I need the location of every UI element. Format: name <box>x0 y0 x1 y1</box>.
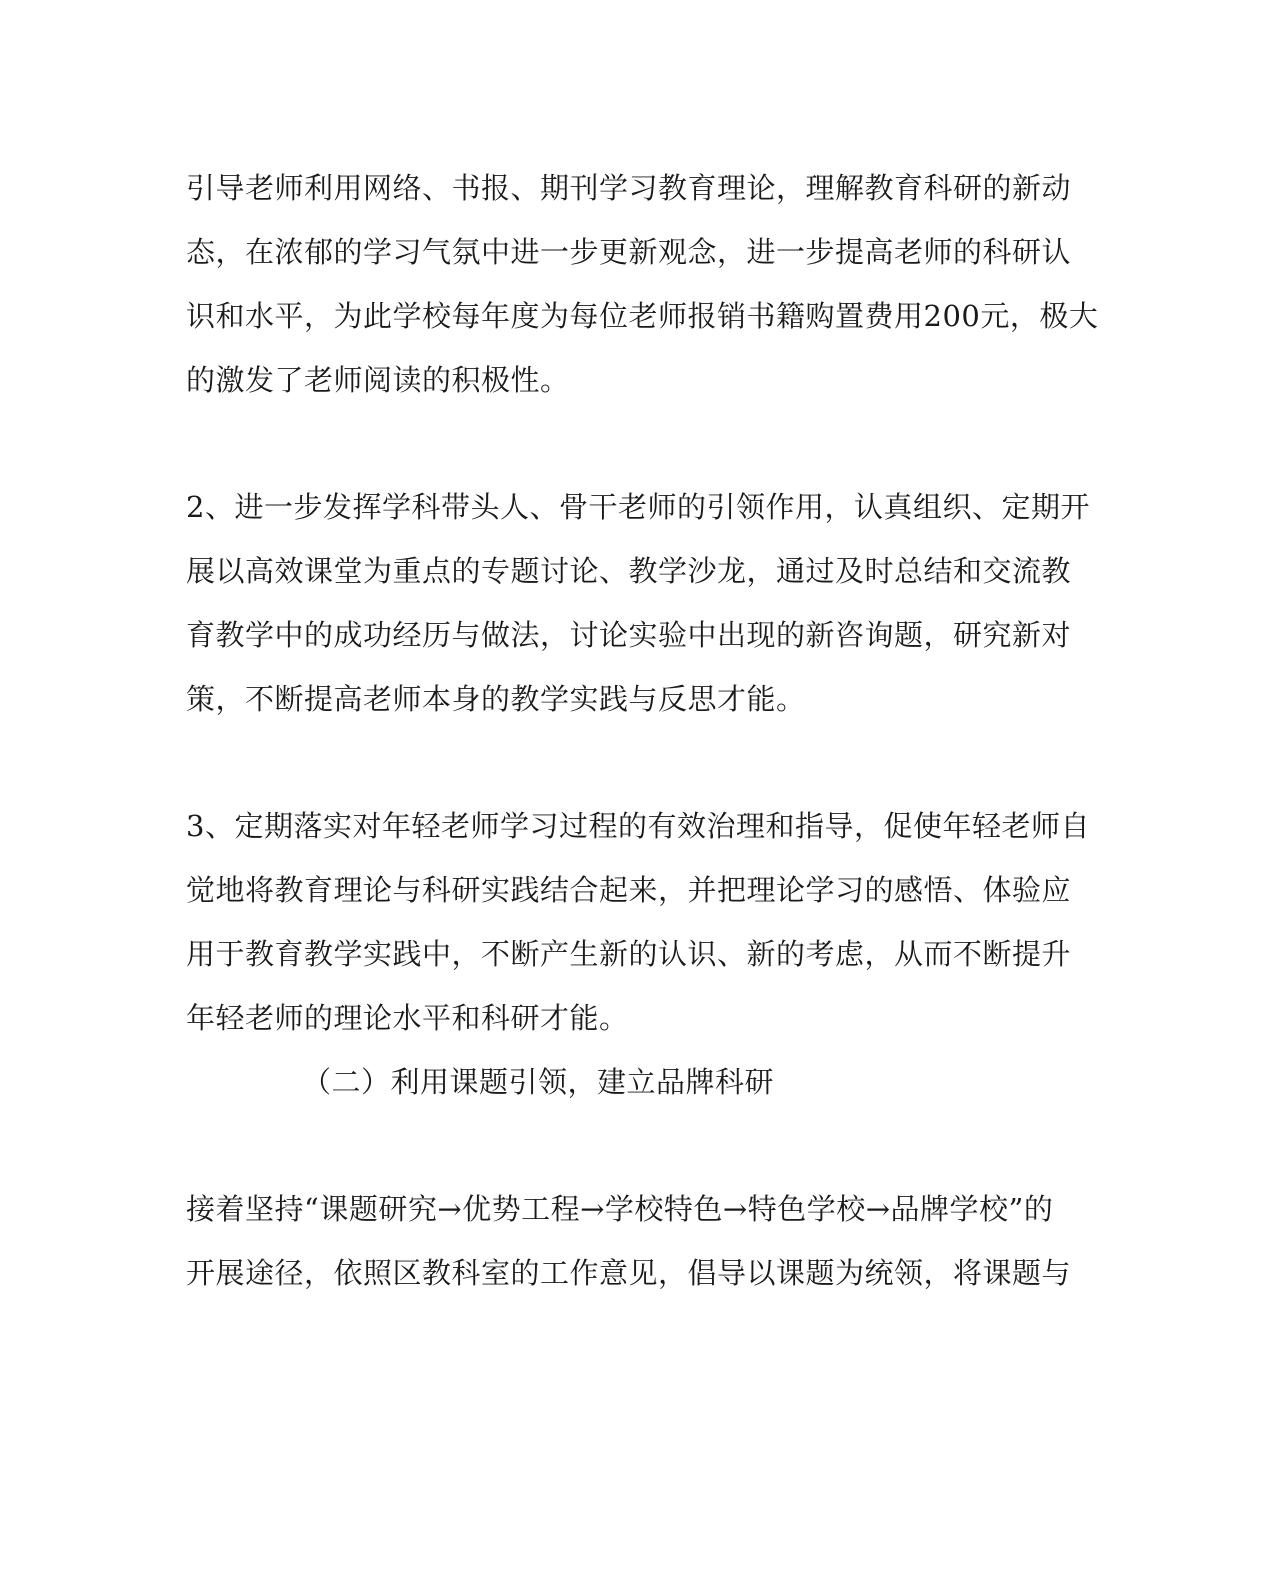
paragraph-4-line-2: 开展途径，依照区教科室的工作意见，倡导以课题为统领，将课题与 <box>186 1256 1072 1290</box>
paragraph-2-line-3: 育教学中的成功经历与做法，讨论实验中出现的新咨询题，研究新对 <box>186 618 1072 652</box>
paragraph-3-line-2: 觉地将教育理论与科研实践结合起来，并把理论学习的感悟、体验应 <box>186 873 1072 907</box>
paragraph-3-line-1: 3、定期落实对年轻老师学习过程的有效治理和指导，促使年轻老师自 <box>186 809 1090 843</box>
paragraph-3-line-4: 年轻老师的理论水平和科研才能。 <box>186 1001 629 1035</box>
paragraph-1-line-3: 识和水平，为此学校每年度为每位老师报销书籍购置费用200元，极大 <box>186 299 1099 333</box>
paragraph-1-line-1: 引导老师利用网络、书报、期刊学习教育理论，理解教育科研的新动 <box>186 171 1072 205</box>
paragraph-2-line-1: 2、进一步发挥学科带头人、骨干老师的引领作用，认真组织、定期开 <box>186 490 1090 524</box>
paragraph-2-line-2: 展以高效课堂为重点的专题讨论、教学沙龙，通过及时总结和交流教 <box>186 554 1072 588</box>
paragraph-1-line-4: 的激发了老师阅读的积极性。 <box>186 363 570 397</box>
paragraph-4-line-1: 接着坚持“课题研究→优势工程→学校特色→特色学校→品牌学校”的 <box>186 1192 1054 1226</box>
section-heading: （二）利用课题引领，建立品牌科研 <box>302 1065 775 1099</box>
paragraph-3-line-3: 用于教育教学实践中，不断产生新的认识、新的考虑，从而不断提升 <box>186 937 1072 971</box>
paragraph-1-line-2: 态，在浓郁的学习气氛中进一步更新观念，进一步提高老师的科研认 <box>186 235 1072 269</box>
paragraph-2-line-4: 策，不断提高老师本身的教学实践与反思才能。 <box>186 682 806 716</box>
